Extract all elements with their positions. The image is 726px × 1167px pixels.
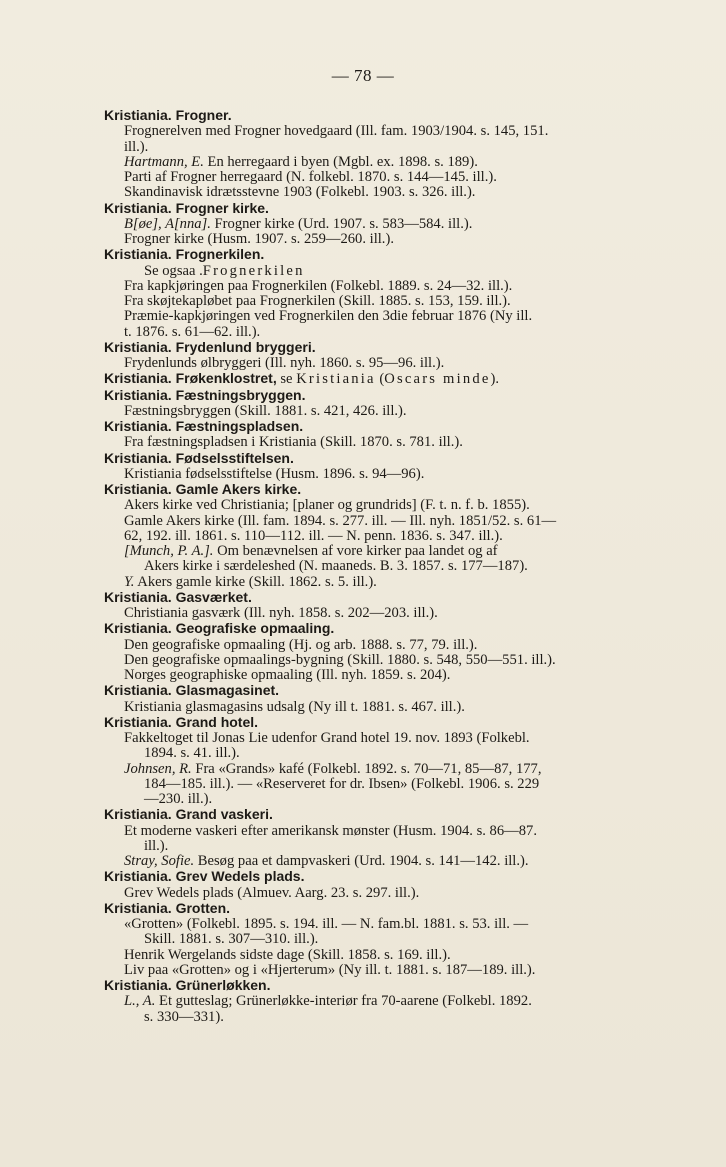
- index-heading: [104, 371, 669, 387]
- heading-text: Kristiania. Fæstningspladsen.: [104, 418, 304, 434]
- index-entry-line: [104, 467, 669, 482]
- index-entry-line: [104, 155, 669, 170]
- heading-text: Kristiania. Gasværket.: [104, 588, 252, 605]
- index-entry-line: [104, 731, 669, 746]
- index-heading: [104, 683, 669, 699]
- index-heading: [104, 340, 669, 356]
- entry-text: «Grotten» (Folkebl. 1895. s. 194. ill. — N. fam.bl. 1881. s. 53. ill. —: [124, 916, 529, 932]
- heading-text: Kristiania. Geografiske opmaaling.: [104, 620, 335, 637]
- author-name: L., A.: [124, 993, 156, 1010]
- entry-text: Besøg paa et dampvaskeri (Urd. 1904. s. 141—142. ill.).: [194, 853, 529, 869]
- index-entry-line: [104, 140, 669, 155]
- heading-text: Kristiania. Grotten.: [104, 899, 231, 916]
- heading-text: Kristiania. Frøkenklostret,: [104, 370, 277, 387]
- index-entry-line: [104, 606, 669, 621]
- index-heading: [104, 869, 669, 885]
- entry-text: Et gutteslag; Grünerløkke-interiør fra 70-aarene (Folkebl. 1892.: [155, 993, 532, 1010]
- index-entry-line: [104, 325, 669, 340]
- entry-text: Fra «Grands» kafé (Folkebl. 1892. s. 70—71, 85—87, 177,: [191, 760, 542, 777]
- index-heading: [104, 621, 669, 637]
- entry-text: Skandinavisk idrætsstevne 1903 (Folkebl. 1903. s. 326. ill.).: [124, 184, 476, 201]
- index-entries: [104, 108, 669, 1025]
- entry-text: Frogner kirke (Urd. 1907. s. 583—584. ill.).: [210, 215, 473, 232]
- heading-text: Kristiania. Frogner kirke.: [104, 199, 269, 216]
- entry-text: s. 330—331).: [144, 1008, 224, 1025]
- entry-text: Akers kirke i særdeleshed (N. maaneds. B. 3. 1857. s. 177—187).: [144, 558, 528, 575]
- index-entry-line: [104, 948, 669, 963]
- entry-text: Frydenlunds ølbryggeri (Ill. nyh. 1860. s. 95—96. ill.).: [124, 355, 445, 371]
- entry-text: 184—185. ill.). — «Reserveret for dr. Ibsen» (Folkebl. 1906. s. 229: [144, 775, 540, 792]
- entry-text: Præmie-kapkjøringen ved Frognerkilen den 3die februar 1876 (Ny ill.: [124, 308, 533, 325]
- index-heading: [104, 901, 669, 917]
- heading-text: Kristiania. Fæstningsbryggen.: [104, 386, 306, 403]
- entry-text: Fra kapkjøringen paa Frognerkilen (Folkebl. 1889. s. 24—32. ill.).: [124, 277, 513, 294]
- index-entry-line: [104, 217, 669, 232]
- author-name: Hartmann, E.: [124, 153, 204, 170]
- entry-text: ill.).: [124, 138, 149, 155]
- index-entry-line: [104, 1010, 669, 1025]
- index-entry-line: [104, 170, 669, 185]
- index-entry-line: [104, 575, 669, 590]
- author-name: Johnsen, R.: [124, 760, 192, 777]
- index-heading: [104, 482, 669, 498]
- index-entry-line: [104, 309, 669, 324]
- entry-text: 1894. s. 41. ill.).: [144, 745, 240, 762]
- entry-text: se: [276, 371, 297, 388]
- index-entry-line: [104, 839, 669, 854]
- entry-text: Parti af Frogner herregaard (N. folkebl. 1870. s. 144—145. ill.).: [124, 169, 497, 185]
- heading-text: Kristiania. Fødselsstiftelsen.: [104, 449, 294, 466]
- index-entry-line: [104, 792, 669, 807]
- index-entry-line: [104, 529, 669, 544]
- index-entry-line: [104, 404, 669, 419]
- entry-text: Norges geographiske opmaaling (Ill. nyh. 1859. s. 204).: [124, 667, 451, 683]
- index-entry-line: [104, 232, 669, 247]
- heading-text: Kristiania. Frydenlund bryggeri.: [104, 338, 316, 355]
- cross-reference: Kristiania: [296, 371, 376, 388]
- index-entry-line: [104, 700, 669, 715]
- index-heading: [104, 247, 669, 263]
- heading-text: Kristiania. Grev Wedels plads.: [104, 868, 305, 885]
- index-heading: [104, 715, 669, 731]
- index-entry-line: [104, 498, 669, 513]
- index-entry-line: [104, 638, 669, 653]
- entry-text: Fakkeltoget til Jonas Lie udenfor Grand hotel 19. nov. 1893 (Folkebl.: [124, 730, 530, 746]
- index-heading: [104, 807, 669, 823]
- entry-text: Grev Wedels plads (Almuev. Aarg. 23. s. 297. ill.).: [124, 884, 420, 901]
- entry-text: —230. ill.).: [144, 791, 213, 807]
- index-entry-line: [104, 514, 669, 529]
- index-entry-line: [104, 356, 669, 371]
- entry-text: Akers kirke ved Christiania; [planer og grundrids] (F. t. n. f. b. 1855).: [124, 497, 530, 514]
- entry-text: Den geografiske opmaaling (Hj. og arb. 1888. s. 77, 79. ill.).: [124, 636, 478, 653]
- heading-text: Kristiania. Grand vaskeri.: [104, 806, 273, 823]
- index-entry-line: [104, 854, 669, 869]
- entry-text: Den geografiske opmaalings-bygning (Skill. 1880. s. 548, 550—551. ill.).: [124, 651, 556, 668]
- index-entry-line: [104, 762, 669, 777]
- entry-text: Christiania gasværk (Ill. nyh. 1858. s. 202—203. ill.).: [124, 605, 438, 621]
- index-entry-line: [104, 746, 669, 761]
- entry-text: (: [375, 371, 385, 388]
- index-heading: [104, 388, 669, 404]
- author-name: B[øe], A[nna].: [124, 215, 211, 232]
- page-number: — 78 —: [331, 66, 395, 85]
- index-entry-line: [104, 886, 669, 901]
- entry-text: Kristiania glasmagasins udsalg (Ny ill t. 1881. s. 467. ill.).: [124, 698, 465, 715]
- entry-text: ).: [490, 371, 500, 388]
- index-entry-line: [104, 124, 669, 139]
- index-heading: [104, 419, 669, 435]
- entry-text: Et moderne vaskeri efter amerikansk mønster (Husm. 1904. s. 86—87.: [124, 822, 537, 839]
- entry-text: Gamle Akers kirke (Ill. fam. 1894. s. 277. ill. — Ill. nyh. 1851/52. s. 61—: [124, 512, 557, 529]
- index-heading: [104, 451, 669, 467]
- author-name: [Munch, P. A.].: [124, 543, 214, 559]
- heading-text: Kristiania. Frognerkilen.: [104, 246, 265, 263]
- index-entry-line: [104, 544, 669, 559]
- index-heading: [104, 108, 669, 124]
- index-entry-line: [104, 435, 669, 450]
- cross-reference: Oscars minde: [384, 371, 491, 388]
- index-entry-line: [104, 264, 669, 279]
- entry-text: ill.).: [144, 837, 169, 854]
- entry-text: Fæstningsbryggen (Skill. 1881. s. 421, 426. ill.).: [124, 402, 407, 419]
- index-entry-line: [104, 932, 669, 947]
- author-name: Y.: [124, 573, 135, 590]
- heading-text: Kristiania. Gamle Akers kirke.: [104, 481, 302, 497]
- entry-text: Kristiania fødselsstiftelse (Husm. 1896. s. 94—96).: [124, 465, 425, 482]
- entry-text: Om benævnelsen af vore kirker paa landet og af: [213, 543, 498, 559]
- index-entry-line: [104, 668, 669, 683]
- heading-text: Kristiania. Grünerløkken.: [104, 977, 271, 993]
- index-heading: [104, 978, 669, 994]
- index-entry-line: [104, 294, 669, 309]
- index-entry-line: [104, 653, 669, 668]
- cross-reference: Frognerkilen: [202, 262, 305, 279]
- index-entry-line: [104, 824, 669, 839]
- index-entry-line: [104, 994, 669, 1009]
- entry-text: Henrik Wergelands sidste dage (Skill. 1858. s. 169. ill.).: [124, 946, 451, 963]
- entry-text: Frognerelven med Frogner hovedgaard (Ill. fam. 1903/1904. s. 145, 151.: [124, 123, 549, 140]
- entry-text: Se ogsaa: [144, 262, 200, 279]
- entry-text: Liv paa «Grotten» og i «Hjerterum» (Ny ill. t. 1881. s. 187—189. ill.).: [124, 961, 536, 978]
- entry-text: En herregaard i byen (Mgbl. ex. 1898. s. 189).: [203, 153, 478, 170]
- index-entry-line: [104, 917, 669, 932]
- heading-text: Kristiania. Frogner.: [104, 107, 232, 123]
- index-entry-line: [104, 963, 669, 978]
- entry-text: Fra fæstningspladsen i Kristiania (Skill. 1870. s. 781. ill.).: [124, 434, 463, 451]
- author-name: Stray, Sofie.: [124, 853, 195, 869]
- entry-text: 62, 192. ill. 1861. s. 110—112. ill. — N. penn. 1836. s. 347. ill.).: [124, 527, 503, 544]
- index-entry-line: [104, 279, 669, 294]
- index-heading: [104, 201, 669, 217]
- heading-text: Kristiania. Grand hotel.: [104, 713, 259, 730]
- entry-text: Fra skøjtekapløbet paa Frognerkilen (Skill. 1885. s. 153, 159. ill.).: [124, 293, 511, 309]
- index-entry-line: [104, 185, 669, 200]
- entry-text: Skill. 1881. s. 307—310. ill.).: [144, 931, 319, 948]
- heading-text: Kristiania. Glasmagasinet.: [104, 682, 280, 699]
- index-entry-line: [104, 559, 669, 574]
- index-heading: [104, 590, 669, 606]
- entry-text: Akers gamle kirke (Skill. 1862. s. 5. ill.).: [134, 573, 377, 590]
- entry-text: .: [199, 262, 203, 279]
- entry-text: Frogner kirke (Husm. 1907. s. 259—260. ill.).: [124, 231, 394, 247]
- entry-text: t. 1876. s. 61—62. ill.).: [124, 323, 261, 340]
- index-entry-line: [104, 777, 669, 792]
